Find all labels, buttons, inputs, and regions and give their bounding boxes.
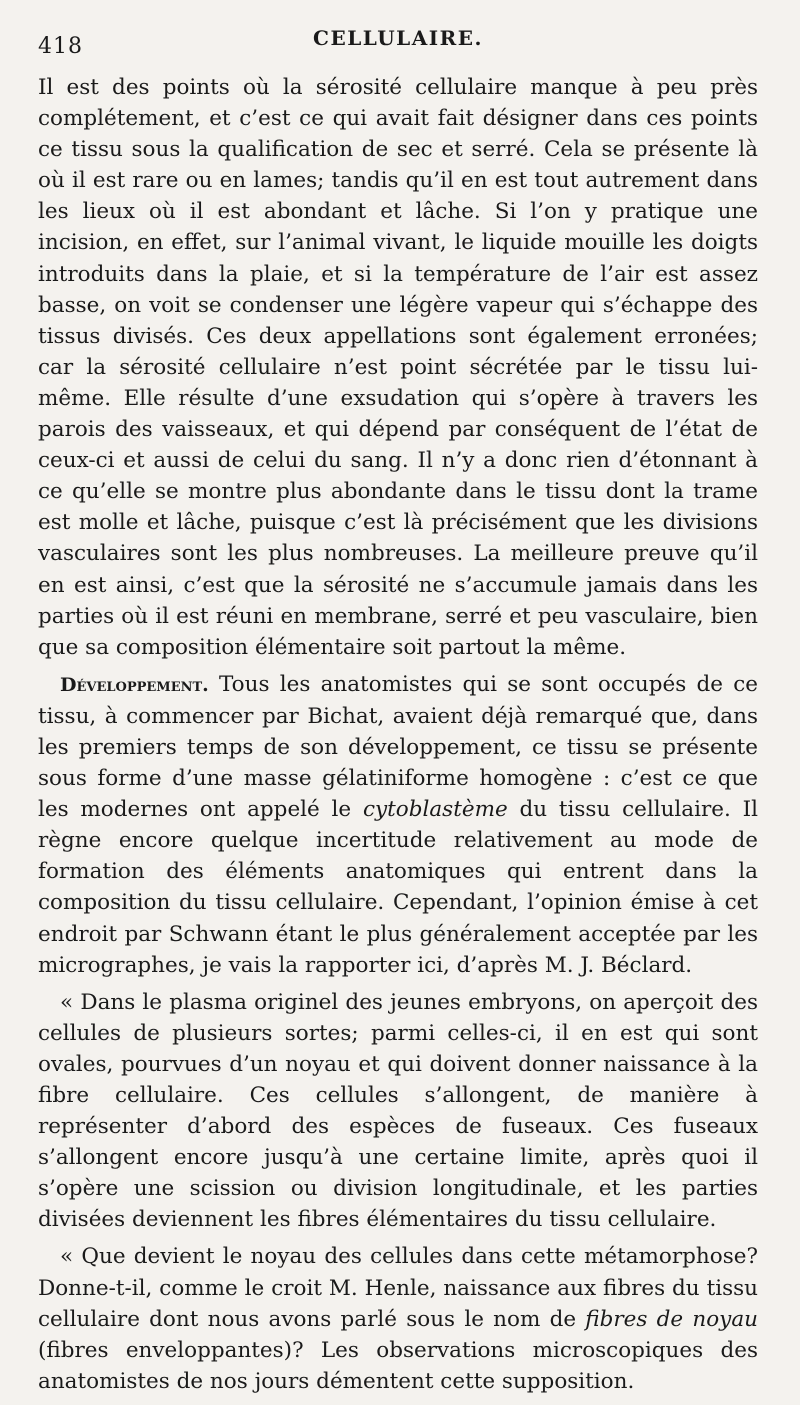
italic-term: fibres de noyau [585, 1306, 758, 1332]
paragraph-text: (fibres enveloppantes)? Les observations microscopiques des anatomistes de nos jours démentent cette supposition. [38, 1337, 758, 1394]
paragraph-text: « Que devient le noyau des cellules dans cette métamorphose? Donne-t-il, comme le croit M. Henle, naissance aux fibres du tissu cellulaire dont nous avons parlé sous le nom de [38, 1244, 758, 1332]
running-title: CELLULAIRE. [313, 26, 483, 50]
page-header [38, 22, 758, 72]
paragraph-text: Tous les anatomistes qui se sont occupés de ce tissu, à commencer par Bichat, avaient déjà remarqué que, dans les premiers temps de son développement, ce tissu se présente sous forme d’une masse gélatiniforme homogène : c’est ce que les modernes ont appelé le [38, 671, 758, 823]
paragraph-developpement [38, 669, 758, 981]
paragraph-quote-plasma: « Dans le plasma originel des jeunes embryons, on aperçoit des cellules de plusieurs sortes; parmi celles-ci, il en est qui sont ovales, pourvues d’un noyau et qui doivent donner naissance à la fibre cellulaire. Ces cellules s’allongent, de manière à représenter d’abord des espèces de fuseaux. Ces fuseaux s’allongent encore jusqu’à une certaine limite, après quoi il s’opère une scission ou division longitudinale, et les parties divisées deviennent les fibres élémentaires du tissu cellulaire. [38, 989, 758, 1233]
section-heading-developpement: Développement. [60, 673, 209, 696]
paragraph-text: du tissu cellulaire. Il règne encore quelque incertitude relativement au mode de formation des éléments anatomiques qui entrent dans la composition du tissu cellulaire. Cependant, l’opinion émise à cet endroit par Schwann étant le plus généralement acceptée par les micrographes, je vais la rapporter ici, d’après M. J. Béclard. [38, 797, 758, 978]
italic-term: cytoblastème [362, 797, 508, 823]
page-number: 418 [38, 34, 83, 59]
paragraph-serosite: Il est des points où la sérosité cellulaire manque à peu près complétement, et c’est ce qui avait fait désigner dans ces points ce tissu sous la qualification de sec et serré. Cela se présente là où il est rare ou en lames; tandis qu’il en est tout autrement dans les lieux où il est abondant et lâche. Si l’on y pratique une incision, en effet, sur l’animal vivant, le liquide mouille les doigts introduits dans la plaie, et si la température de l’air est assez basse, on voit se condenser une légère vapeur qui s’échappe des tissus divisés. Ces deux appellations sont également erronées; car la sérosité cellulaire n’est point sécrétée par le tissu lui-même. Elle résulte d’une exsudation qui s’opère à travers les parois des vaisseaux, et qui dépend par conséquent de l’état de ceux-ci et aussi de celui du sang. Il n’y a donc rien d’étonnant à ce qu’elle se montre plus abondante dans le tissu dont la trame est molle et lâche, puisque c’est là précisément que les divisions vasculaires sont les plus nombreuses. La meilleure preuve qu’il en est ainsi, c’est que la sérosité ne s’accumule jamais dans les parties où il est réuni en membrane, serré et peu vasculaire, bien que sa composition élémentaire soit partout la même. [38, 75, 758, 660]
paragraph-quote-noyau [38, 1241, 758, 1396]
